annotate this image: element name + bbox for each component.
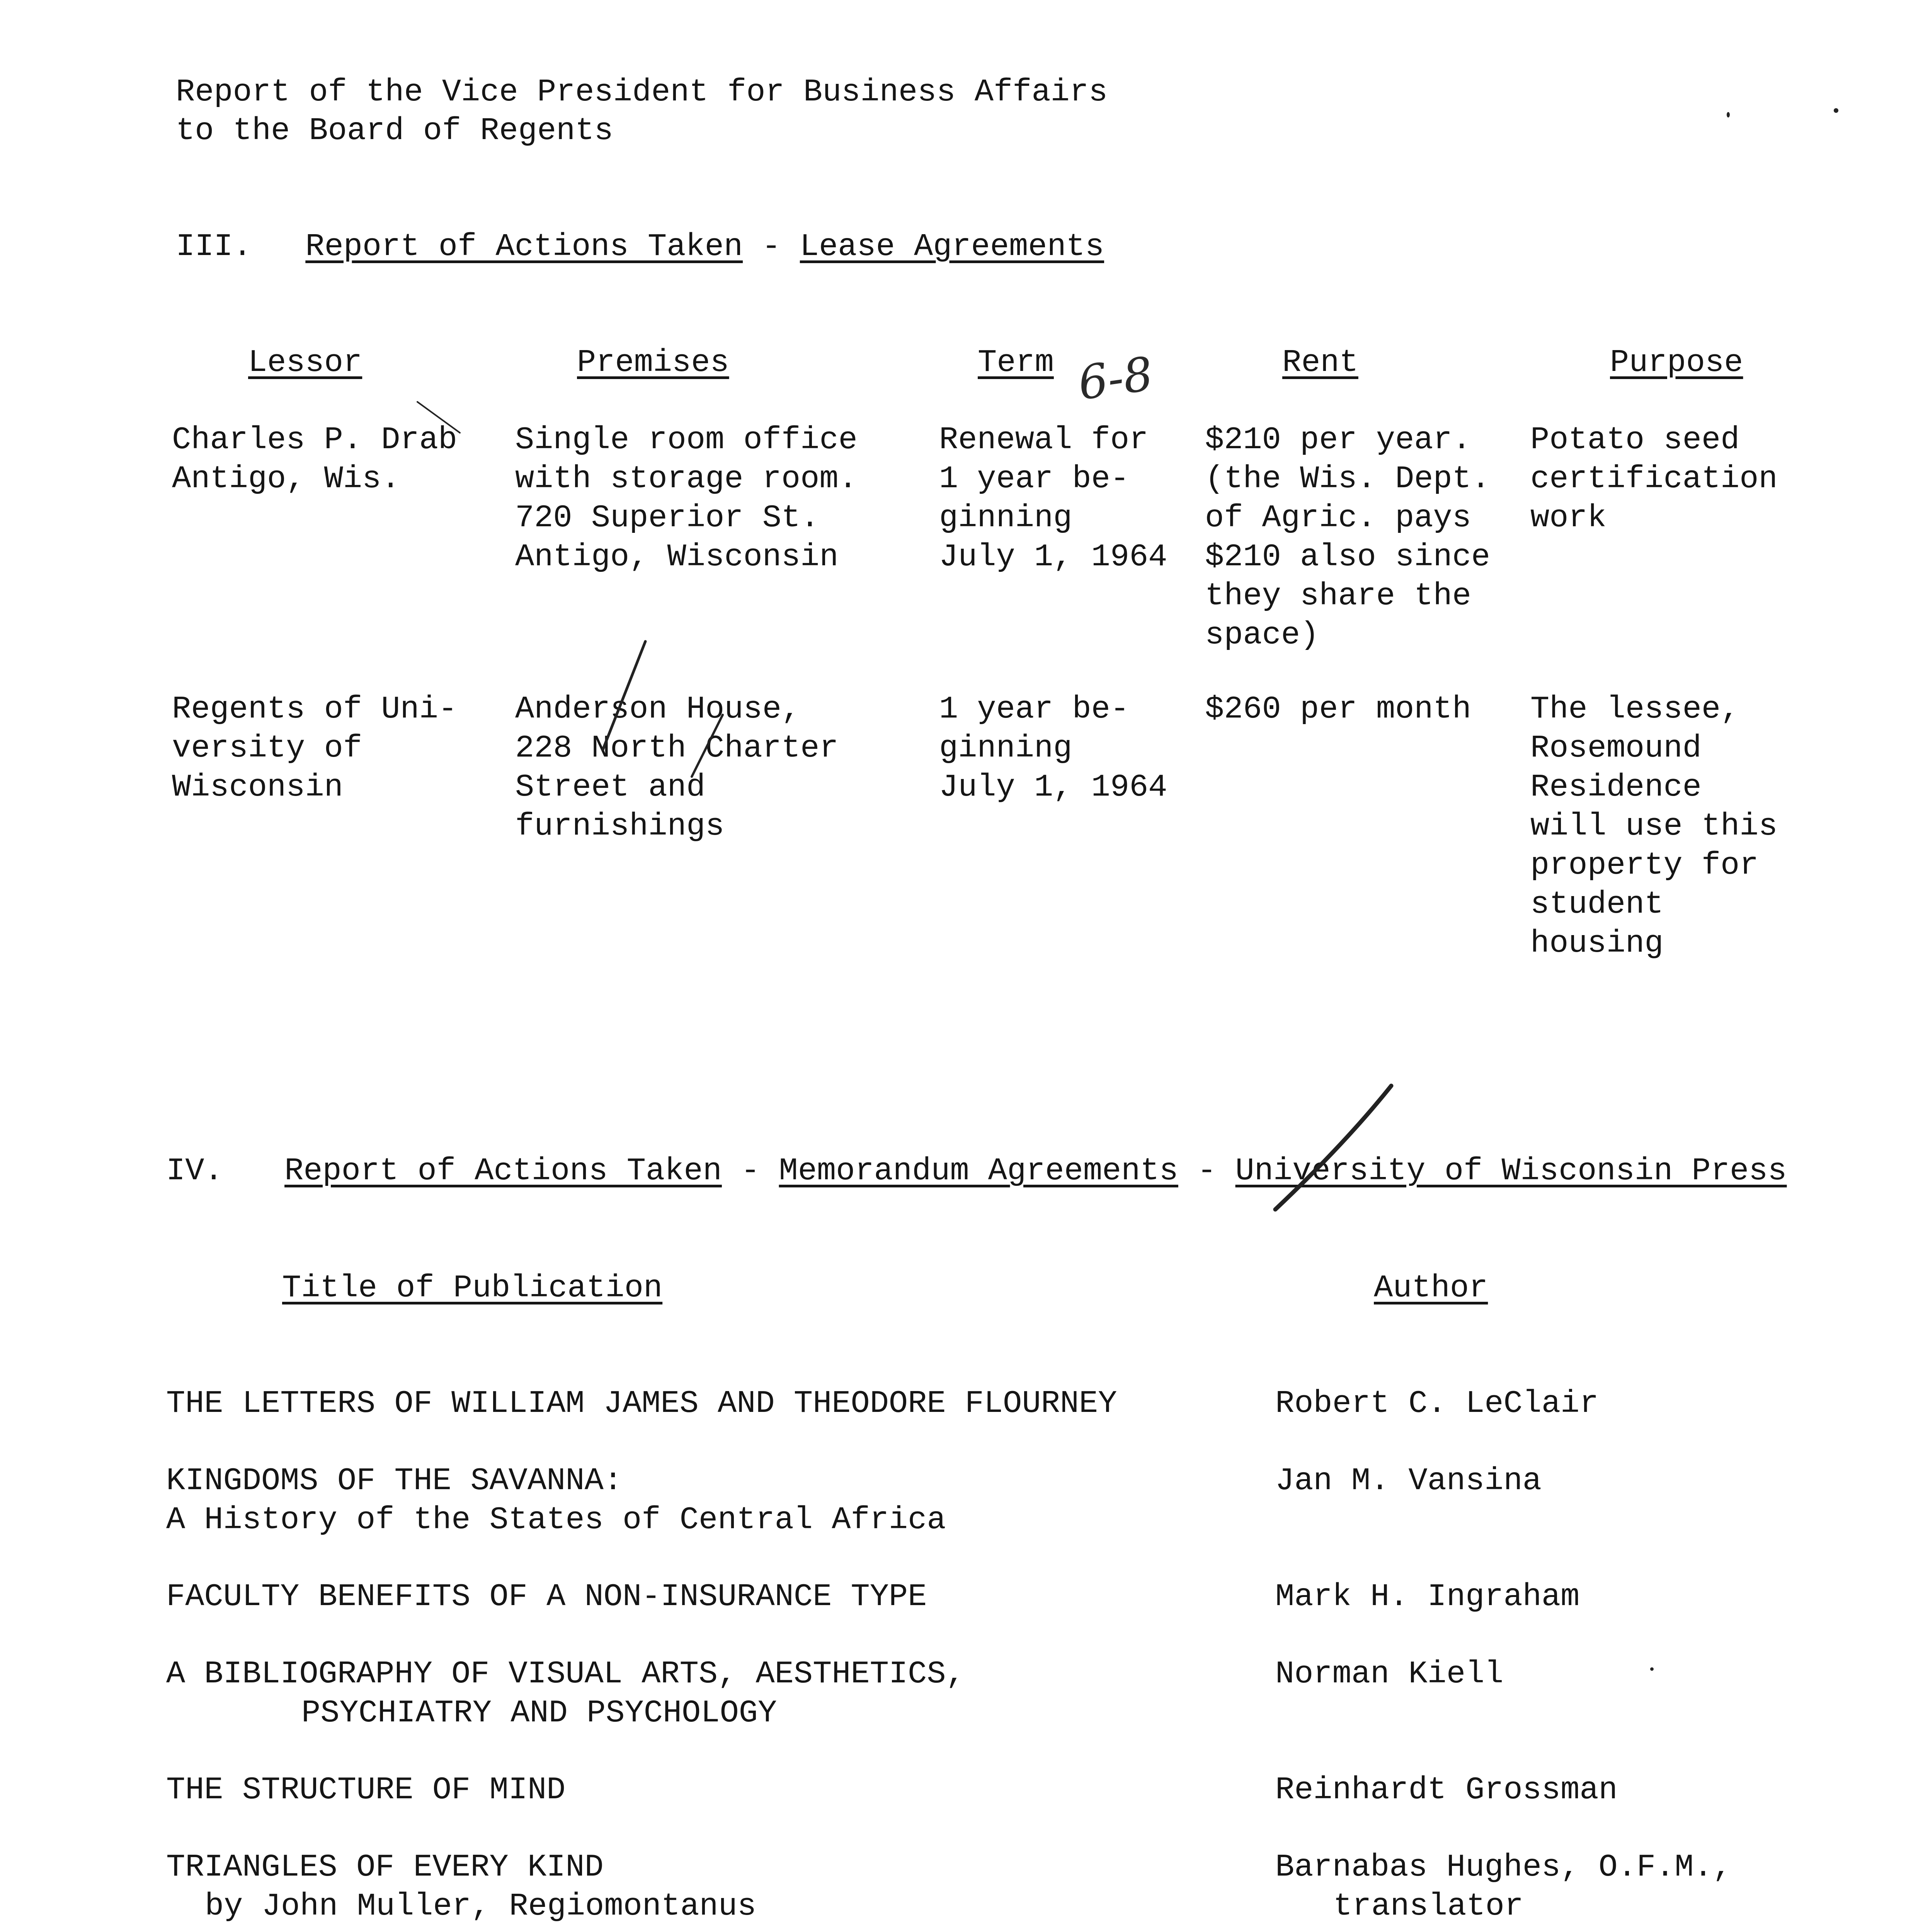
section-3-dash: - (762, 229, 781, 265)
cell-line: work (1530, 500, 1606, 536)
section-3-title (176, 227, 1104, 266)
cell-line: Renewal for (939, 422, 1149, 458)
cell-line: Single room office (515, 422, 858, 458)
lease-row-1-purpose (1530, 420, 1778, 537)
lease-row-2-lessor (172, 690, 457, 807)
cell-line: $210 per year. (1205, 422, 1471, 458)
author-line: translator (1333, 1888, 1524, 1924)
cell-line: $210 also since (1205, 539, 1491, 575)
cell-line: 1 year be- (939, 461, 1130, 497)
cell-line: housing (1530, 925, 1664, 961)
cell-line: Regents of Uni- (172, 691, 458, 727)
publication-1-author (1275, 1384, 1599, 1423)
section-4-dash-2: - (1197, 1153, 1217, 1189)
cell-line: July 1, 1964 (939, 539, 1167, 575)
cell-line: they share the (1205, 578, 1471, 614)
author-line: Robert C. LeClair (1275, 1386, 1599, 1422)
publication-6-author (1275, 1848, 1732, 1926)
cell-line: versity of (172, 730, 362, 766)
handwritten-note: 6-8 (1075, 347, 1156, 411)
title-line: THE LETTERS OF WILLIAM JAMES AND THEODORE FLOURNEY (166, 1386, 1117, 1422)
author-line: Jan M. Vansina (1275, 1463, 1542, 1499)
section-3-title-part2: Lease Agreements (800, 229, 1104, 265)
col-header-rent: Rent (1282, 345, 1358, 381)
author-line: Norman Kiell (1275, 1656, 1504, 1692)
cell-line: with storage room. (515, 461, 858, 497)
cell-line: will use this (1530, 808, 1778, 844)
cell-line: Residence (1530, 769, 1702, 805)
cell-line: Charles P. Drab (172, 422, 458, 458)
publication-3-title (166, 1577, 927, 1616)
col-header-premises: Premises (577, 345, 729, 381)
cell-line: Rosemound (1530, 730, 1702, 766)
publication-4-author (1275, 1655, 1504, 1694)
cell-line: of Agric. pays (1205, 500, 1471, 536)
scan-speck (1650, 1667, 1654, 1671)
title-line: PSYCHIATRY AND PSYCHOLOGY (301, 1695, 777, 1731)
stray-mark (414, 398, 468, 440)
report-header-line1: Report of the Vice President for Business Affairs (176, 74, 1108, 110)
cell-line: Anderson House, (515, 691, 801, 727)
report-header-line2: to the Board of Regents (176, 113, 613, 149)
title-line: THE STRUCTURE OF MIND (166, 1772, 566, 1808)
publication-6-title (166, 1848, 756, 1926)
col-header-term: Term (978, 345, 1054, 381)
publication-2-title (166, 1461, 946, 1539)
section-4-title-part2: Memorandum Agreements (779, 1153, 1178, 1189)
cell-line: Street and (515, 769, 706, 805)
section-4-title-part1: Report of Actions Taken (284, 1153, 722, 1189)
cell-line: certification (1530, 461, 1778, 497)
publication-2-author (1275, 1461, 1542, 1500)
cell-line: The lessee, (1530, 691, 1740, 727)
publication-5-author (1275, 1770, 1618, 1810)
title-line: A History of the States of Central Africa (166, 1502, 946, 1538)
publication-4-title (166, 1655, 965, 1733)
cell-line: Potato seed (1530, 422, 1740, 458)
cell-line: ginning (939, 730, 1072, 766)
col-header-purpose: Purpose (1610, 345, 1743, 381)
col-header-lessor: Lessor (248, 345, 362, 381)
scan-speck (1727, 112, 1730, 117)
section-4-title-part3: University of Wisconsin Press (1235, 1153, 1787, 1189)
lease-row-2-premises (515, 690, 839, 846)
cell-line: 1 year be- (939, 691, 1130, 727)
cell-line: 720 Superior St. (515, 500, 820, 536)
cell-line: space) (1205, 617, 1319, 653)
title-line: TRIANGLES OF EVERY KIND (166, 1849, 604, 1885)
section-4-title (166, 1151, 1787, 1190)
cell-line: $260 per month (1205, 691, 1471, 727)
author-line: Mark H. Ingraham (1275, 1579, 1580, 1615)
cell-line: ginning (939, 500, 1072, 536)
section-4-dash-1: - (741, 1153, 760, 1189)
publication-1-title (166, 1384, 1117, 1423)
cell-line: July 1, 1964 (939, 769, 1167, 805)
section-3-number: III. (176, 229, 252, 265)
col-header-author: Author (1374, 1270, 1488, 1306)
lease-row-2-term (939, 690, 1167, 807)
cell-line: furnishings (515, 808, 725, 844)
lease-row-1-rent (1205, 420, 1490, 655)
cell-line: (the Wis. Dept. (1205, 461, 1491, 497)
lease-row-2-purpose (1530, 690, 1778, 963)
title-line: FACULTY BENEFITS OF A NON-INSURANCE TYPE (166, 1579, 927, 1615)
title-line: by John Muller, Regiomontanus (205, 1888, 757, 1924)
lease-row-2-rent (1205, 690, 1471, 729)
title-line: KINGDOMS OF THE SAVANNA: (166, 1463, 623, 1499)
publication-3-author (1275, 1577, 1579, 1616)
lease-row-1-premises (515, 420, 858, 577)
cell-line: Antigo, Wisconsin (515, 539, 839, 575)
author-line: Reinhardt Grossman (1275, 1772, 1618, 1808)
col-header-title: Title of Publication (282, 1270, 663, 1306)
publication-5-title (166, 1770, 565, 1810)
scan-speck (1834, 108, 1838, 113)
cell-line: property for (1530, 847, 1759, 883)
lease-row-1-term (939, 420, 1167, 577)
section-4-number: IV. (166, 1153, 223, 1189)
cell-line: 228 North Charter (515, 730, 839, 766)
cell-line: student (1530, 886, 1664, 922)
author-line: Barnabas Hughes, O.F.M., (1275, 1849, 1732, 1885)
title-line: A BIBLIOGRAPHY OF VISUAL ARTS, AESTHETICS, (166, 1656, 965, 1692)
check-mark-3 (1252, 1078, 1407, 1225)
check-mark-1 (587, 634, 665, 757)
section-3-title-part1: Report of Actions Taken (305, 229, 743, 265)
check-mark-2 (680, 707, 734, 784)
cell-line: Wisconsin (172, 769, 343, 805)
cell-line: Antigo, Wis. (172, 461, 400, 497)
